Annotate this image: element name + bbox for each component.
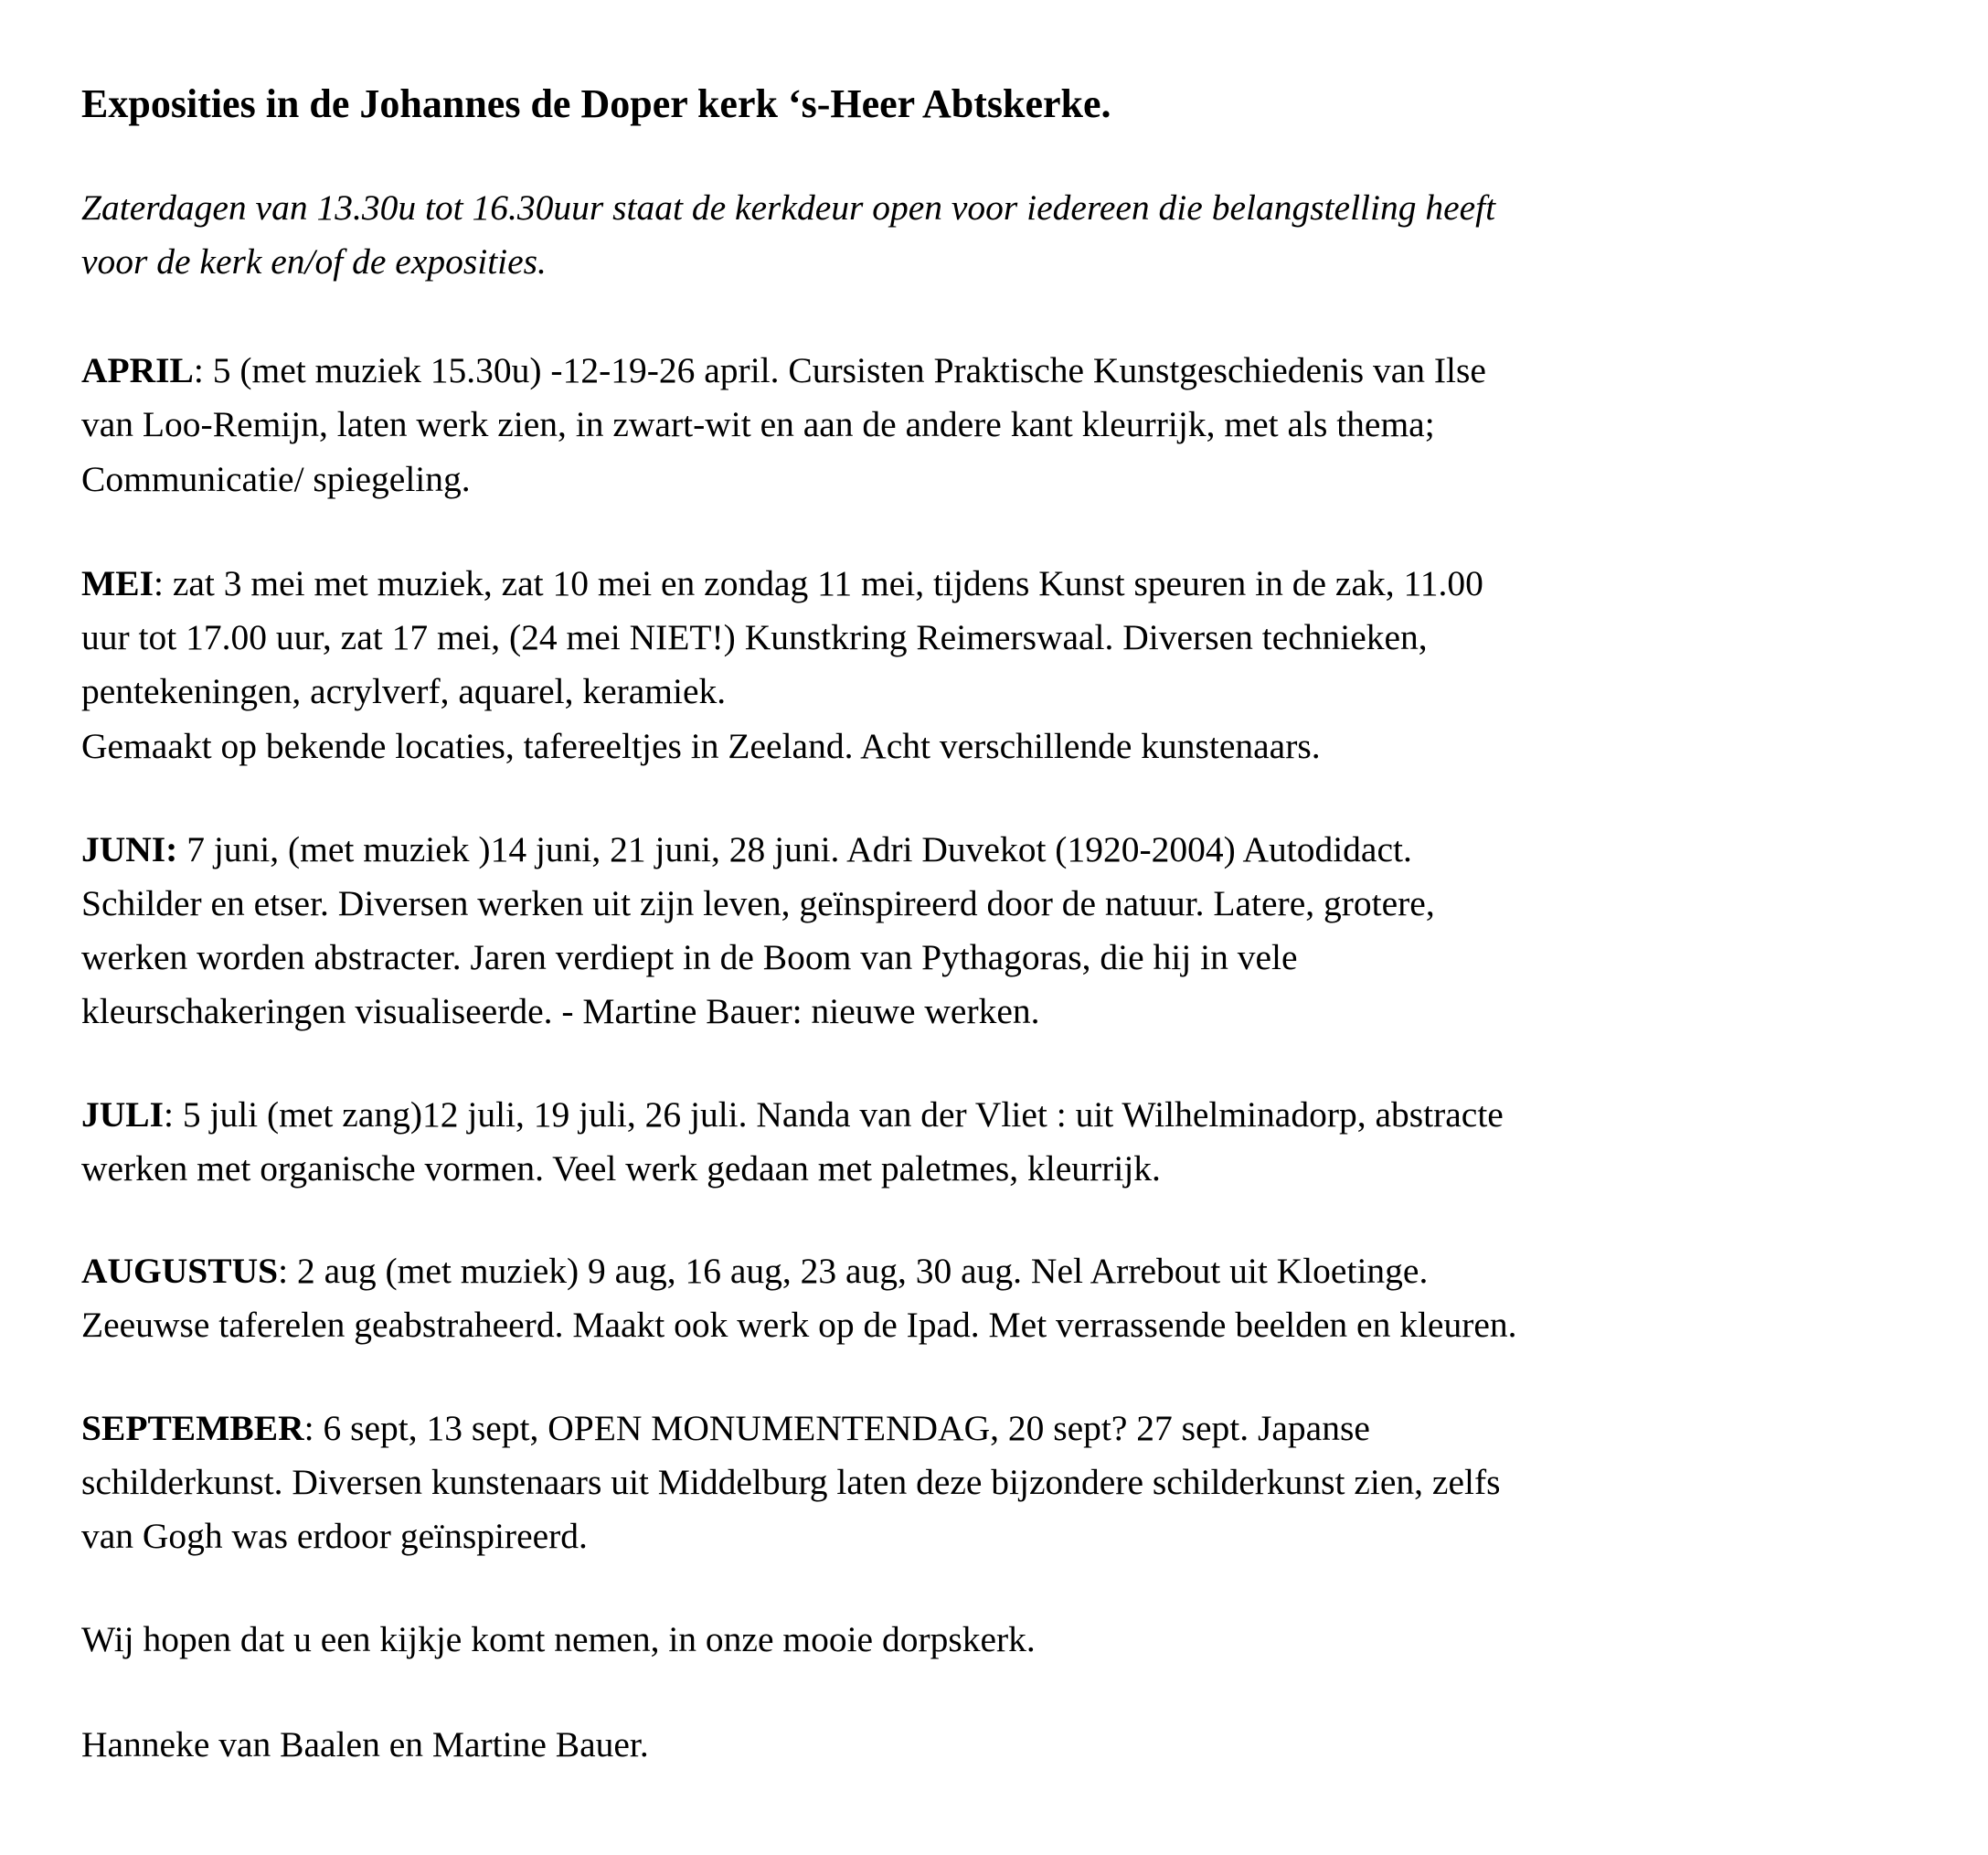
month-label-mei: MEI — [81, 563, 154, 603]
mei-line-4: Gemaakt op bekende locaties, tafereeltjes in Zeeland. Acht verschillende kunstenaars. — [81, 726, 1321, 766]
month-label-april: APRIL — [81, 350, 194, 390]
juni-line-2: Schilder en etser. Diversen werken uit zijn leven, geïnspireerd door de natuur. Latere, grotere, — [81, 883, 1435, 923]
juli-line-1: JULI: 5 juli (met zang)12 juli, 19 juli, 26 juli. Nanda van der Vliet : uit Wilhelminadorp, abstracte — [81, 1094, 1504, 1135]
juli-line-2: werken met organische vormen. Veel werk gedaan met paletmes, kleurrijk. — [81, 1148, 1161, 1189]
augustus-line-2: Zeeuwse taferelen geabstraheerd. Maakt ook werk op de Ipad. Met verrassende beelden en kleuren. — [81, 1305, 1517, 1345]
closing-text: Wij hopen dat u een kijkje komt nemen, in onze mooie dorpskerk. — [81, 1619, 1036, 1659]
juni-line-1: JUNI: 7 juni, (met muziek )14 juni, 21 juni, 28 juni. Adri Duvekot (1920-2004) Autodidact. — [81, 829, 1412, 869]
april-line-1: APRIL: 5 (met muziek 15.30u) -12-19-26 april. Cursisten Praktische Kunstgeschiedenis van Ilse — [81, 350, 1486, 390]
month-label-september: SEPTEMBER — [81, 1408, 304, 1448]
month-label-augustus: AUGUSTUS — [81, 1251, 279, 1291]
intro-line-2: voor de kerk en/of de exposities. — [81, 241, 547, 282]
signature: Hanneke van Baalen en Martine Bauer. — [81, 1724, 649, 1764]
september-line-2: schilderkunst. Diversen kunstenaars uit Middelburg laten deze bijzondere schilderkunst zien, zelfs — [81, 1462, 1501, 1502]
april-line-3: Communicatie/ spiegeling. — [81, 459, 471, 499]
intro-line-1: Zaterdagen van 13.30u tot 16.30uur staat de kerkdeur open voor iedereen die belangstelling heeft — [81, 187, 1496, 228]
mei-line-2: uur tot 17.00 uur, zat 17 mei, (24 mei NIET!) Kunstkring Reimerswaal. Diversen technieken, — [81, 617, 1428, 657]
month-label-juni: JUNI: — [81, 829, 178, 869]
augustus-line-1: AUGUSTUS: 2 aug (met muziek) 9 aug, 16 aug, 23 aug, 30 aug. Nel Arrebout uit Kloetinge. — [81, 1251, 1429, 1291]
april-line-2: van Loo-Remijn, laten werk zien, in zwart-wit en aan de andere kant kleurrijk, met als thema; — [81, 404, 1435, 444]
september-line-1: SEPTEMBER: 6 sept, 13 sept, OPEN MONUMENTENDAG, 20 sept? 27 sept. Japanse — [81, 1408, 1370, 1448]
juni-line-3: werken worden abstracter. Jaren verdiept in de Boom van Pythagoras, die hij in vele — [81, 937, 1298, 977]
juni-line-4: kleurschakeringen visualiseerde. - Martine Bauer: nieuwe werken. — [81, 991, 1040, 1031]
mei-line-3: pentekeningen, acrylverf, aquarel, keramiek. — [81, 671, 727, 711]
mei-line-1: MEI: zat 3 mei met muziek, zat 10 mei en zondag 11 mei, tijdens Kunst speuren in de zak, 11.00 — [81, 563, 1483, 603]
document-title: Exposities in de Johannes de Doper kerk ‘s-Heer Abtskerke. — [81, 81, 1111, 126]
september-line-3: van Gogh was erdoor geïnspireerd. — [81, 1516, 588, 1556]
month-label-juli: JULI — [81, 1094, 164, 1135]
